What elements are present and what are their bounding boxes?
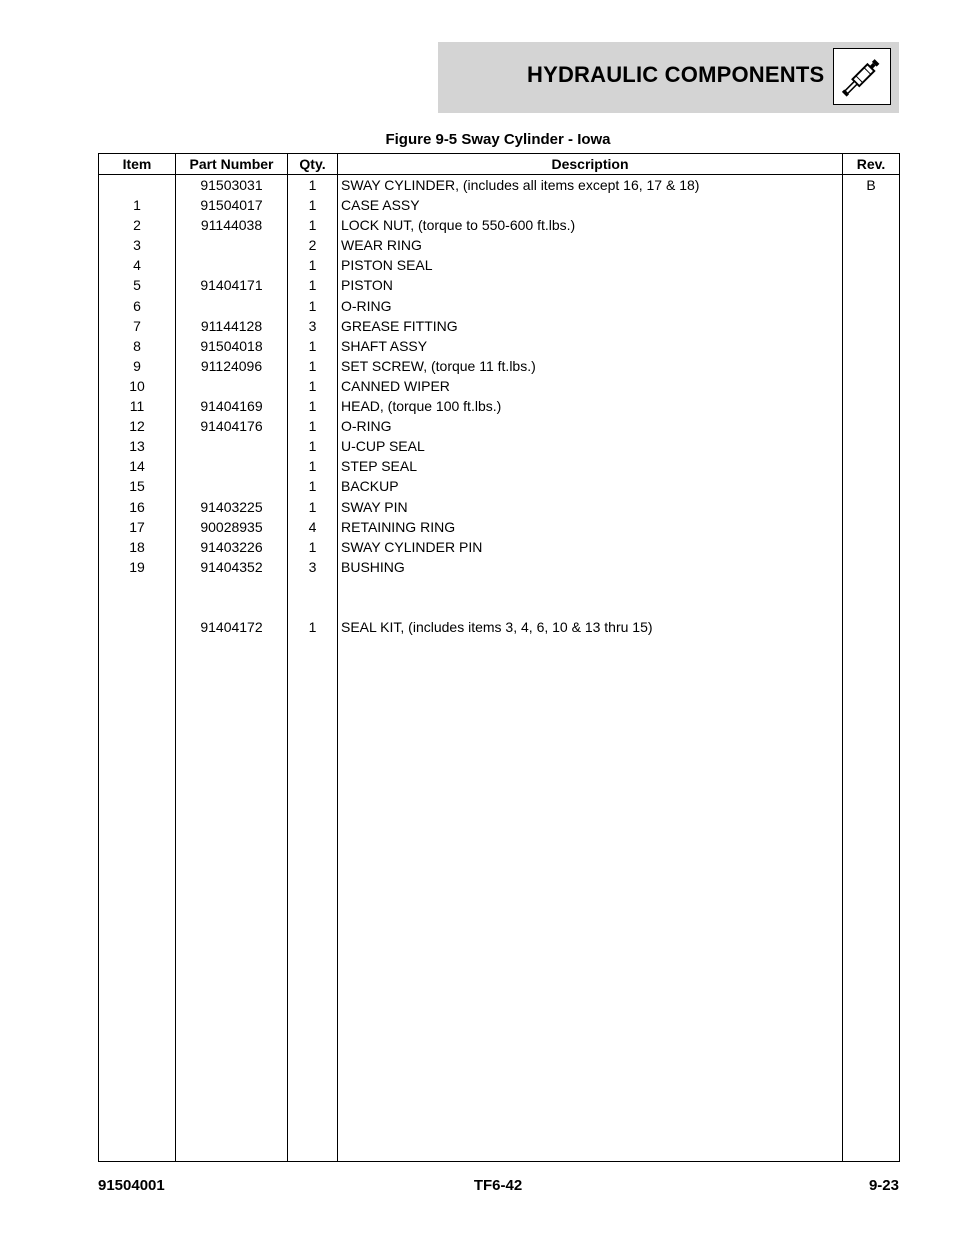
qty-column [288,175,338,1162]
item-cell: 7 [133,317,141,334]
part-number-cell: 91403226 [200,538,263,555]
rev-cell [843,557,899,577]
part-number-column [176,175,288,1162]
rev-cell [843,517,899,537]
item-cell [99,617,175,637]
item-cell: 14 [129,458,145,475]
rev-cell [843,476,899,496]
item-cell: 4 [133,257,141,274]
rev-cell [843,396,899,416]
item-column [99,175,176,1162]
figure-title: Figure 9-5 Sway Cylinder - Iowa [385,131,611,148]
table-body-row [99,175,900,1162]
qty-cell: 1 [308,498,317,515]
qty-cell: 1 [308,478,317,495]
description-cell: WEAR RING [341,237,422,254]
rev-cell [843,275,899,295]
rev-cell [843,436,899,456]
qty-cell: 1 [308,398,317,415]
qty-cell: 1 [308,197,317,214]
description-cell: STEP SEAL [341,458,418,475]
description-cell: HEAD, (torque 100 ft.lbs.) [341,398,502,415]
description-cell: CASE ASSY [341,197,420,214]
table-header-row [99,154,900,175]
description-cell [338,577,842,597]
qty-cell [288,597,337,617]
qty-cell: 4 [308,518,317,535]
rev-cell [843,195,899,215]
item-cell: 12 [129,418,145,435]
description-cell: O-RING [341,297,392,314]
item-cell: 19 [129,558,145,575]
description-column [338,175,843,1162]
part-number-cell [176,235,287,255]
item-cell [99,577,175,597]
part-number-cell: 91404169 [200,398,263,415]
section-title: HYDRAULIC COMPONENTS [527,62,825,87]
rev-cell [843,376,899,396]
qty-cell: 3 [308,317,317,334]
part-number-cell [176,436,287,456]
rev-cell [843,356,899,376]
column-header-qty: Qty. [288,154,338,175]
part-number-cell: 91404176 [200,418,263,435]
description-cell: RETAINING RING [341,518,456,535]
part-number-cell: 91503031 [200,177,263,193]
qty-cell: 1 [308,619,317,636]
item-cell: 15 [129,478,145,495]
hydraulic-cylinder-icon [833,48,891,105]
description-cell: SWAY CYLINDER PIN [341,538,483,555]
item-cell: 6 [133,297,141,314]
description-cell: BUSHING [341,558,405,575]
part-number-cell: 91504018 [200,337,263,354]
qty-cell: 3 [308,558,317,575]
part-number-cell: 91144038 [200,217,263,234]
footer-document-number: 91504001 [98,1177,165,1194]
part-number-cell [176,476,287,496]
rev-cell [843,215,899,235]
rev-cell [843,577,899,597]
part-number-cell: 91144128 [200,317,263,334]
part-number-cell [176,296,287,316]
item-cell: 11 [129,398,145,415]
qty-cell: 1 [308,297,317,314]
item-cell [99,597,175,617]
rev-cell [843,597,899,617]
description-cell: BACKUP [341,478,399,495]
description-cell: SET SCREW, (torque 11 ft.lbs.) [341,357,536,374]
part-number-cell [176,597,287,617]
column-header-rev: Rev. [843,154,900,175]
column-header-item: Item [99,154,176,175]
qty-cell: 1 [308,257,317,274]
description-cell: PISTON [341,277,393,294]
part-number-cell [176,577,287,597]
description-cell: GREASE FITTING [341,317,458,334]
part-number-cell [176,255,287,275]
description-cell: O-RING [341,418,392,435]
description-cell: LOCK NUT, (torque to 550-600 ft.lbs.) [341,217,576,234]
qty-cell: 1 [308,357,317,374]
rev-cell [843,336,899,356]
rev-cell [843,235,899,255]
qty-cell: 1 [308,177,317,193]
qty-cell: 1 [308,277,317,294]
part-number-cell: 91404171 [200,277,263,294]
part-number-cell: 91124096 [200,357,263,374]
qty-cell: 1 [308,458,317,475]
item-cell [99,175,175,195]
item-cell: 18 [129,538,145,555]
qty-cell: 1 [308,418,317,435]
item-cell: 16 [129,498,145,515]
qty-cell: 1 [308,438,317,455]
rev-cell [843,255,899,275]
part-number-cell: 90028935 [200,518,263,535]
description-cell [338,597,842,617]
column-header-part-number: Part Number [176,154,288,175]
part-number-cell [176,376,287,396]
part-number-cell: 91403225 [200,498,263,515]
rev-cell [843,537,899,557]
rev-cell [843,296,899,316]
description-cell: SEAL KIT, (includes items 3, 4, 6, 10 & 13 thru 15) [341,619,653,636]
qty-cell: 1 [308,217,317,234]
qty-cell: 1 [308,538,317,555]
rev-cell: B [866,177,876,193]
item-cell: 1 [133,197,141,214]
footer-page-number: 9-23 [868,1177,899,1194]
qty-cell: 1 [308,377,317,394]
part-number-cell [176,456,287,476]
part-number-cell: 91404352 [200,558,263,575]
rev-cell [843,456,899,476]
description-cell: U-CUP SEAL [341,438,425,455]
item-cell: 3 [133,237,141,254]
rev-column [843,175,900,1162]
part-number-cell: 91504017 [200,197,263,214]
description-cell: SWAY CYLINDER, (includes all items except 16, 17 & 18) [341,177,700,193]
item-cell: 10 [129,377,145,394]
parts-table [98,153,900,1162]
description-cell: SWAY PIN [341,498,408,515]
qty-cell: 1 [308,337,317,354]
item-cell: 2 [133,217,141,234]
footer-model: TF6-42 [473,1177,523,1194]
rev-cell [843,617,899,637]
description-cell: SHAFT ASSY [341,337,428,354]
item-cell: 5 [133,277,141,294]
item-cell: 17 [129,518,145,535]
description-cell: PISTON SEAL [341,257,433,274]
item-cell: 13 [129,438,145,455]
description-cell: CANNED WIPER [341,377,450,394]
rev-cell [843,316,899,336]
rev-cell [843,416,899,436]
item-cell: 9 [133,357,141,374]
part-number-cell: 91404172 [200,619,263,636]
qty-cell [288,577,337,597]
rev-cell [843,497,899,517]
item-cell: 8 [133,337,141,354]
column-header-description: Description [338,154,843,175]
qty-cell: 2 [308,237,317,254]
